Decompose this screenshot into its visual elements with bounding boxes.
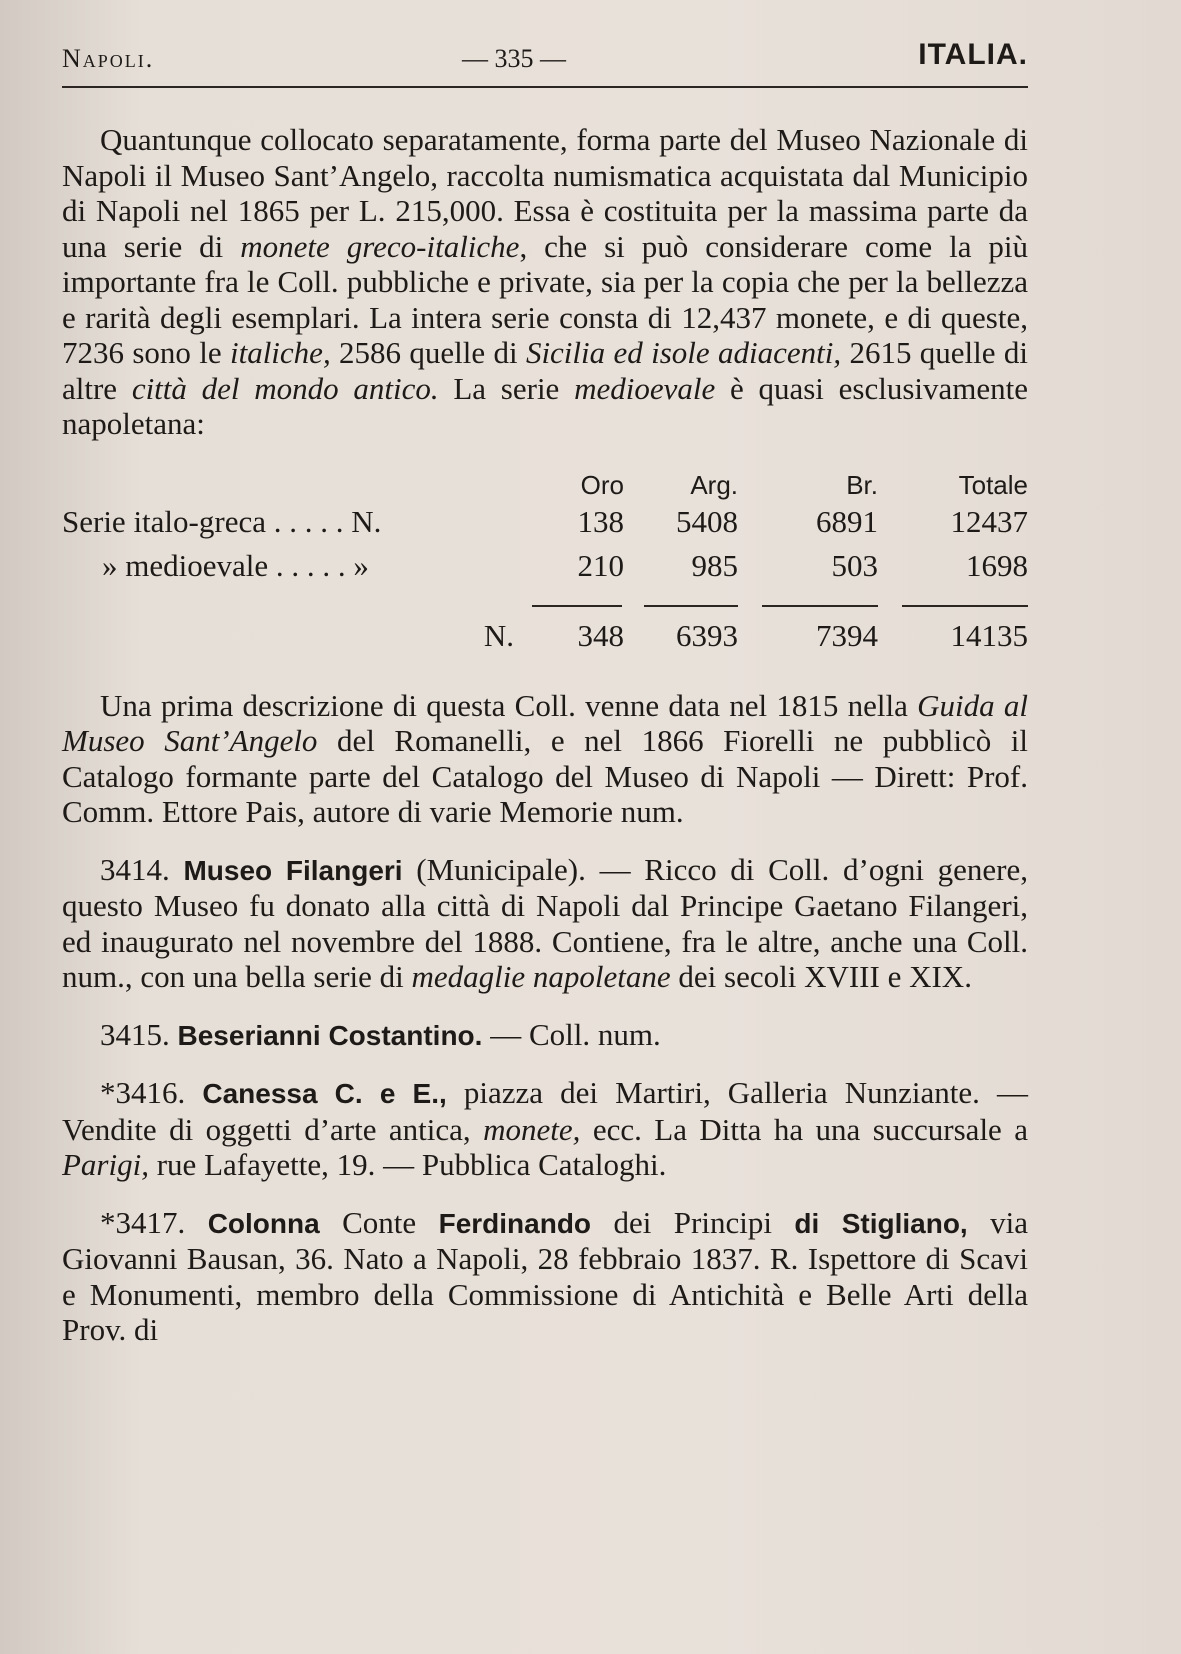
page-body <box>62 122 1028 1348</box>
intro-text-4: 2615 quelle di altre <box>62 335 1028 406</box>
intro-text-1: Quantunque collocato separatamente, forma parte del Museo Nazionale di Napoli il Museo Sant’Angelo, raccolta numismatica acquistata dal Municipio di Napoli nel 1865 per L. 215,000. Essa è costituita per la massima parte da una serie di <box>62 122 1028 264</box>
intro-italic-1: monete greco-italiche <box>240 228 520 264</box>
entry-text: piazza dei Martiri, Galleria Nunziante. — Vendite di oggetti d’arte antica, <box>62 1075 1028 1147</box>
intro-italic-4: città del mondo antico. <box>131 370 439 406</box>
entry-text: ecc. La Ditta ha una succursale a <box>580 1111 1029 1147</box>
entry-name: Colonna <box>207 1207 320 1239</box>
description-paragraph <box>62 688 1028 830</box>
description-text-1: Una prima descrizione di questa Coll. venne data nel 1815 nella <box>100 687 918 723</box>
intro-italic-5: medioevale <box>574 370 716 406</box>
entry-number: 3414. <box>100 851 170 887</box>
intro-italic-2: italiche, <box>229 335 331 370</box>
entry-text: Conte <box>319 1204 439 1240</box>
col-header-arg: Arg. <box>690 469 738 500</box>
col-header-totale: Totale <box>958 469 1028 500</box>
entry-text: dei secoli XVIII e XIX. <box>670 959 972 994</box>
col-header-oro: Oro <box>580 469 624 500</box>
entry-3416 <box>62 1075 1028 1183</box>
table-cell: 985 <box>691 547 738 583</box>
intro-paragraph <box>62 122 1028 442</box>
entry-italic: Parigi, <box>62 1147 149 1182</box>
sum-rule <box>532 605 622 607</box>
entry-italic: medaglie napoletane <box>411 959 671 994</box>
total-label: N. <box>483 617 514 653</box>
entry-3417 <box>62 1205 1028 1348</box>
entry-text: rue Lafayette, 19. — Pubblica Cataloghi. <box>148 1147 667 1182</box>
total-cell: 7394 <box>816 617 878 653</box>
entry-name: di Stigliano, <box>794 1207 968 1239</box>
intro-text-5: La serie <box>438 370 575 406</box>
intro-text-3: 2586 quelle di <box>330 335 526 370</box>
row-label-medioevale: » medioevale . . . . . » <box>102 547 369 583</box>
sum-rule <box>762 605 878 607</box>
table-cell: 12437 <box>950 503 1028 539</box>
col-header-br: Br. <box>846 469 878 500</box>
table-cell: 210 <box>577 547 624 583</box>
intro-text-6: è quasi esclusivamente napoletana: <box>62 370 1029 441</box>
entry-text: dei Principi <box>591 1204 795 1240</box>
total-cell: 348 <box>577 617 624 653</box>
table-cell: 503 <box>831 547 878 583</box>
total-cell: 14135 <box>950 617 1028 653</box>
entry-text: via Giovanni Bausan, 36. Nato a Napoli, 28 febbraio 1837. R. Ispettore di Scavi e Monumenti, membro della Commissione di Antichità e Belle Arti della Prov. di <box>62 1204 1028 1347</box>
sum-rule <box>644 605 738 607</box>
entry-3414 <box>62 852 1028 995</box>
entry-number: *3417. <box>100 1204 186 1240</box>
page-number: — 335 — <box>462 44 566 73</box>
table-cell: 6891 <box>816 503 878 539</box>
entry-name: Ferdinando <box>438 1207 592 1239</box>
sum-rule <box>902 605 1028 607</box>
page-header <box>62 30 1028 88</box>
table-cell: 1698 <box>966 547 1028 583</box>
entry-name: Beserianni Costantino. <box>177 1019 483 1051</box>
entry-3415 <box>62 1017 1028 1054</box>
header-city: Napoli. <box>62 44 155 73</box>
entry-text: — Coll. num. <box>482 1016 661 1052</box>
intro-italic-3: Sicilia ed isole adiacenti, <box>525 335 842 370</box>
entry-name: Canessa C. e E., <box>202 1078 447 1109</box>
coin-table <box>62 468 1028 688</box>
entry-number: 3415. <box>100 1016 170 1052</box>
row-label-italo-greca: Serie italo-greca . . . . . N. <box>62 503 382 539</box>
entry-number: *3416. <box>100 1075 186 1110</box>
entry-name: Museo Filangeri <box>183 854 403 886</box>
entry-text: (Municipale). — Ricco di Coll. d’ogni genere, questo Museo fu donato alla città di Napoli dal Principe Gaetano Filangeri, ed inaugurato nel novembre del 1888. Contiene, fra le altre, anche una Coll. num., con una bella serie di <box>62 851 1028 994</box>
entry-italic: monete, <box>483 1111 581 1147</box>
intro-text-2: , che si può considerare come la più importante fra le Coll. pubbliche e private, sia per la copia che per la bellezza e rarità degli esemplari. La intera serie consta di 12,437 monete, e di queste, 7236 sono le <box>62 228 1029 370</box>
table-cell: 5408 <box>676 503 738 539</box>
description-text-2: del Romanelli, e nel 1866 Fiorelli ne pubblicò il Catalogo formante parte del Catalogo del Museo di Napoli — Dirett: Prof. Comm. Ettore Pais, autore di varie Memorie num. <box>62 723 1028 829</box>
header-country: ITALIA. <box>918 38 1028 71</box>
total-cell: 6393 <box>676 617 738 653</box>
description-italic: Guida al Museo Sant’Angelo <box>62 687 1028 758</box>
table-cell: 138 <box>577 503 624 539</box>
